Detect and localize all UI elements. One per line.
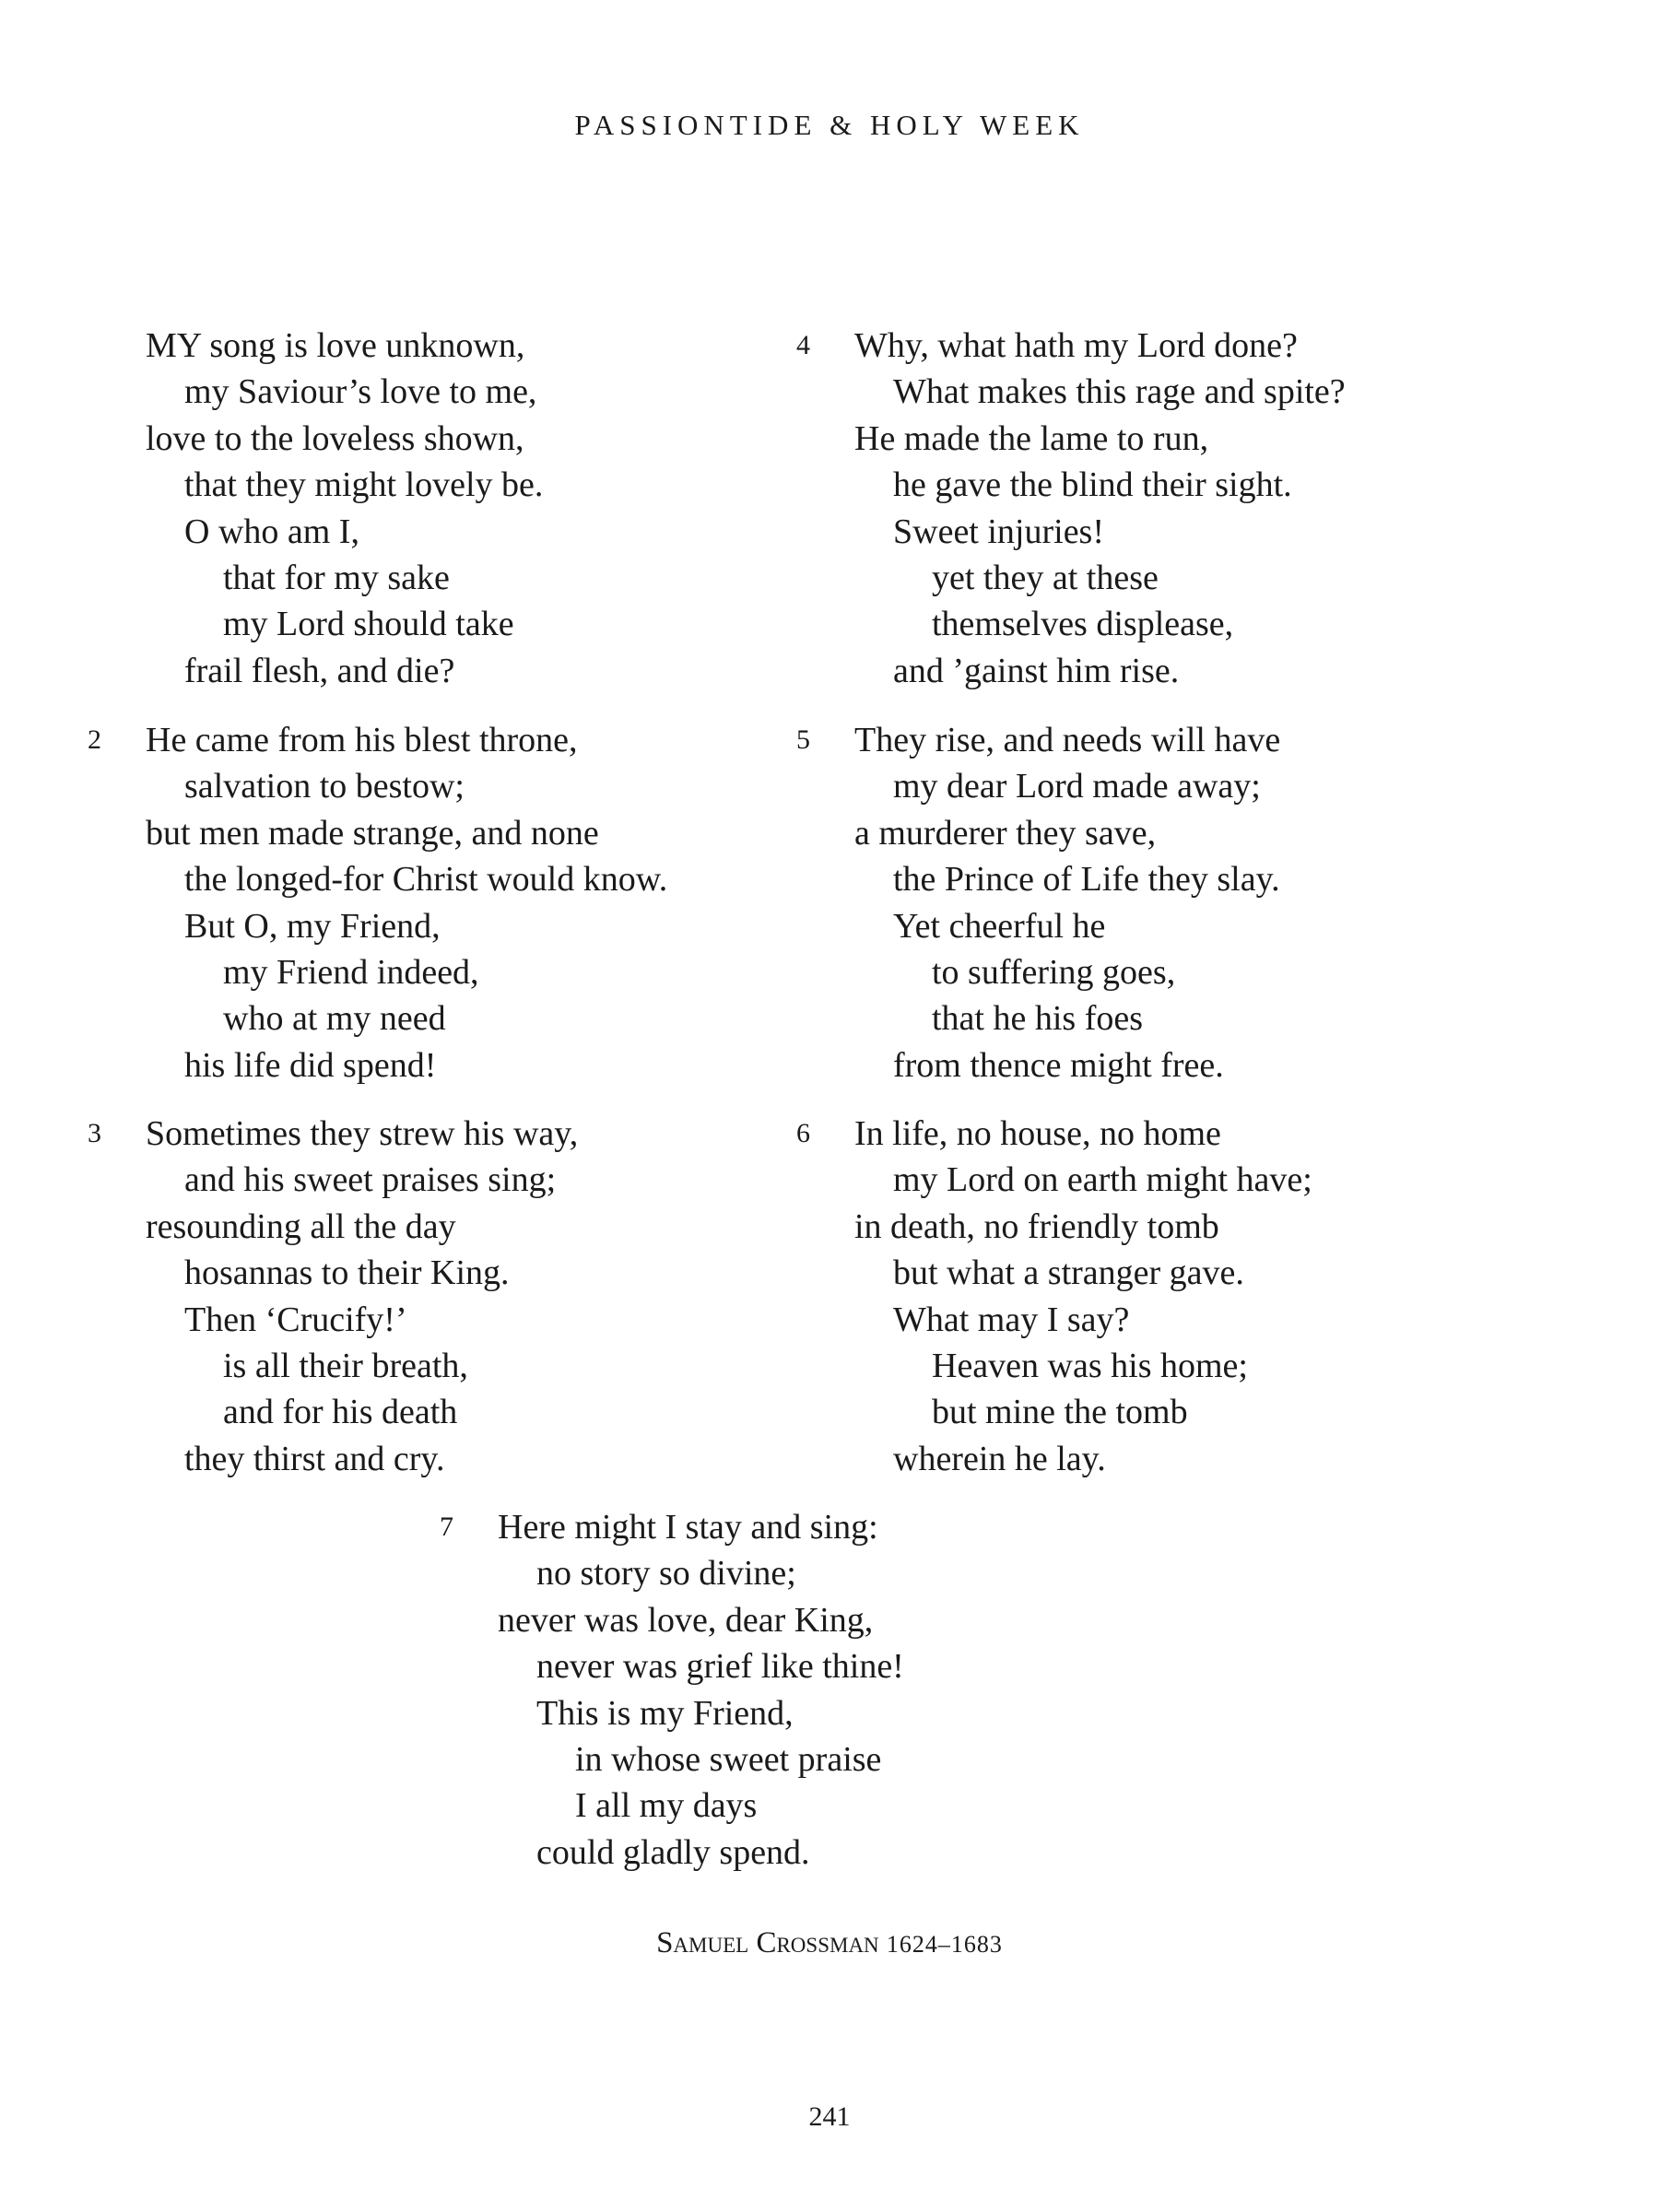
verse-line: I all my days bbox=[575, 1786, 758, 1826]
verse-line: my Lord should take bbox=[223, 605, 514, 644]
verse-line: In life, no house, no home bbox=[854, 1114, 1221, 1153]
verse-line: Here might I stay and sing: bbox=[498, 1508, 878, 1547]
verse-line: themselves displease, bbox=[932, 605, 1234, 644]
verse-line: he gave the blind their sight. bbox=[893, 465, 1292, 505]
verse-line: but what a stranger gave. bbox=[893, 1253, 1244, 1293]
verse-line: Sometimes they strew his way, bbox=[146, 1114, 579, 1153]
verse-line: hosannas to their King. bbox=[184, 1253, 510, 1293]
author-dates: 1624–1683 bbox=[886, 1931, 1003, 1958]
verse-line: never was grief like thine! bbox=[536, 1647, 904, 1687]
verse-line: Yet cheerful he bbox=[893, 906, 1106, 946]
verse-line: his life did spend! bbox=[184, 1045, 437, 1085]
verse-line: But O, my Friend, bbox=[184, 906, 441, 946]
verse-line: Then ‘Crucify!’ bbox=[184, 1300, 407, 1339]
verse-7 bbox=[440, 1504, 904, 1876]
author-name: Samuel Crossman bbox=[656, 1926, 879, 1959]
verse-line: O who am I, bbox=[184, 512, 359, 551]
verse-line: to suffering goes, bbox=[932, 953, 1176, 993]
verse-line: They rise, and needs will have bbox=[854, 721, 1281, 759]
verse-line: a murderer they save, bbox=[854, 813, 1157, 853]
verse-line: and for his death bbox=[223, 1393, 458, 1432]
verse-line: He came from his blest throne, bbox=[146, 721, 578, 759]
verse-opening-word: MY bbox=[146, 326, 201, 365]
verse-line: What makes this rage and spite? bbox=[893, 372, 1346, 412]
verse-line: they thirst and cry. bbox=[184, 1439, 445, 1478]
verse-line: could gladly spend. bbox=[536, 1832, 810, 1872]
verse-line: the longed-for Christ would know. bbox=[184, 860, 668, 900]
page-number: 241 bbox=[808, 2101, 851, 2132]
verse-number: 4 bbox=[796, 330, 810, 360]
verse-line: He made the lame to run, bbox=[854, 418, 1209, 458]
verse-line: that he his foes bbox=[932, 999, 1144, 1039]
verse-line: that for my sake bbox=[223, 559, 450, 598]
verse-line: wherein he lay. bbox=[893, 1439, 1106, 1478]
verse-line: resounding all the day bbox=[146, 1206, 456, 1246]
verse-line: in whose sweet praise bbox=[575, 1740, 882, 1780]
verse-line: salvation to bestow; bbox=[184, 767, 465, 806]
verse-line: Heaven was his home; bbox=[932, 1347, 1248, 1386]
verse-1 bbox=[146, 323, 543, 694]
verse-5 bbox=[796, 717, 1281, 1088]
verse-line: love to the loveless shown, bbox=[146, 418, 524, 458]
verse-line: that they might lovely be. bbox=[184, 465, 544, 505]
verse-line: and ’gainst him rise. bbox=[893, 651, 1180, 690]
verse-line: and his sweet praises sing; bbox=[184, 1160, 557, 1200]
verse-number: 7 bbox=[440, 1512, 453, 1542]
verse-line: is all their breath, bbox=[223, 1347, 468, 1386]
verse-line: but mine the tomb bbox=[932, 1393, 1188, 1432]
author-attribution bbox=[0, 1926, 1659, 1960]
verse-line: Why, what hath my Lord done? bbox=[854, 326, 1298, 365]
verse-number: 6 bbox=[796, 1118, 810, 1148]
verse-line: my dear Lord made away; bbox=[893, 767, 1261, 806]
verse-line: This is my Friend, bbox=[536, 1693, 794, 1733]
verse-line: who at my need bbox=[223, 999, 446, 1039]
verse-number: 2 bbox=[88, 724, 101, 755]
verse-line: my Lord on earth might have; bbox=[893, 1160, 1312, 1200]
verse-line: the Prince of Life they slay. bbox=[893, 860, 1280, 900]
verse-line: in death, no friendly tomb bbox=[854, 1206, 1219, 1246]
verse-6 bbox=[796, 1111, 1312, 1482]
verse-line: no story so divine; bbox=[536, 1554, 796, 1594]
verse-line: frail flesh, and die? bbox=[184, 651, 455, 690]
verse-line: MY song is love unknown, bbox=[146, 326, 525, 365]
verse-line: from thence might free. bbox=[893, 1045, 1224, 1085]
verse-line: Sweet injuries! bbox=[893, 512, 1105, 551]
verse-2 bbox=[88, 717, 668, 1088]
verse-line: never was love, dear King, bbox=[498, 1600, 874, 1640]
verse-line: my Saviour’s love to me, bbox=[184, 372, 537, 412]
verse-3 bbox=[88, 1111, 579, 1482]
verse-line: yet they at these bbox=[932, 559, 1159, 598]
verse-number: 3 bbox=[88, 1118, 101, 1148]
verse-number: 5 bbox=[796, 724, 810, 755]
verse-line: but men made strange, and none bbox=[146, 813, 599, 853]
verse-line: my Friend indeed, bbox=[223, 953, 479, 993]
verse-4 bbox=[796, 323, 1346, 694]
running-head: PASSIONTIDE & HOLY WEEK bbox=[574, 109, 1085, 141]
verse-line: What may I say? bbox=[893, 1300, 1130, 1339]
